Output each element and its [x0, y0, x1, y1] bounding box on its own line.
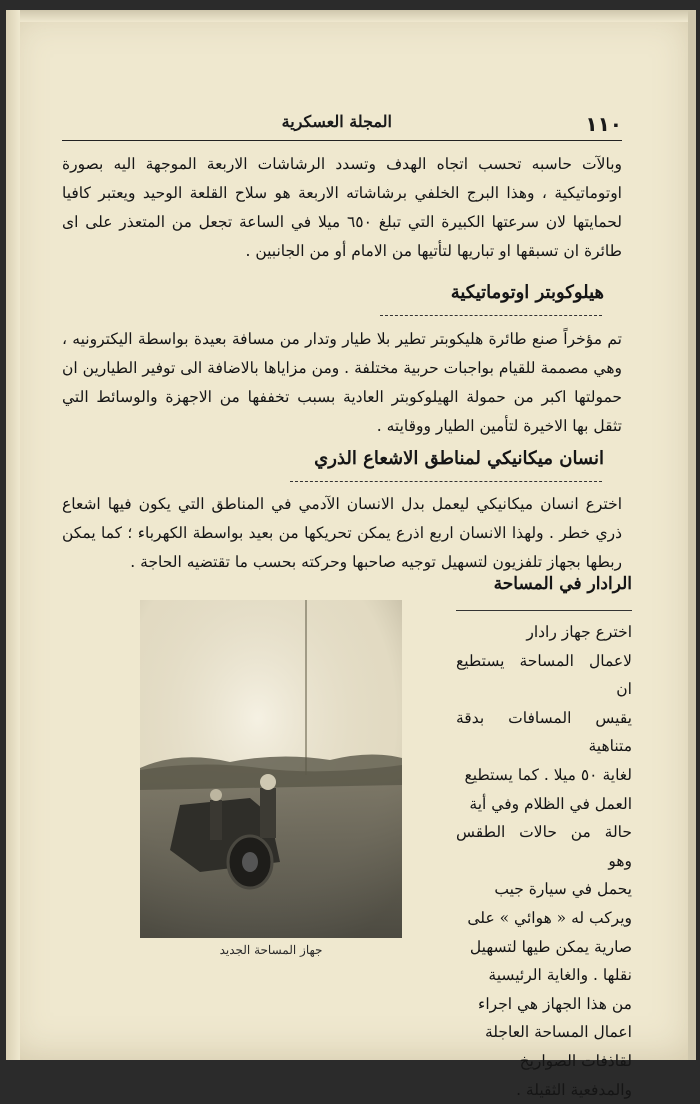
second-figure-head — [210, 789, 222, 801]
section-4-heading-rule — [456, 610, 632, 611]
section-4-line: لغاية ٥٠ ميلا . كما يستطيع — [456, 761, 632, 790]
section-4-line: اعمال المساحة العاجلة — [456, 1018, 632, 1047]
section-2-heading-rule — [380, 315, 602, 316]
section-1-paragraph: وبالآت حاسبه تحسب اتجاه الهدف وتسدد الرشاشات الاربعة الموجهة اليه بصورة اوتوماتيكية ، وهذا البرج الخلفي برشاشاته الاربعة هو سلاح القلعة الوحيد ويعتبر كافيا لحمايتها لان سرعتها الكبيرة التي تبلغ ٦٥٠ ميلا في الساعة تجعل من المتعذر على اى طائرة ان تسبقها او تباريها لتأتيها من الامام أو من الجانبين . — [62, 150, 622, 266]
page-header — [62, 108, 622, 144]
section-4-line: ويركب له « هوائي » على — [456, 904, 632, 933]
section-4-line: نقلها . والغاية الرئيسية — [456, 961, 632, 990]
section-2-paragraph: تم مؤخراً صنع طائرة هليكوبتر تطير بلا طيار وتدار من مسافة بعيدة بواسطة اليكترونيه ، وهي مصممة للقيام بواجبات حربية مختلفة . ومن مزاياها بالاضافة الى توفير الطيارين ان حمولتها اكبر من حمولة الهيلوكوبتر العادية بسبب تخففها من الاجهزة والوسائط التي تثقل بها الاخيرة لتأمين الطيار ووقايته . — [62, 325, 622, 441]
header-rule — [62, 140, 622, 141]
running-title: المجلة العسكرية — [282, 112, 392, 131]
page-top-edge — [6, 10, 696, 22]
section-4-line: اخترع جهاز رادار — [456, 618, 632, 647]
section-4-line: يقيس المسافات بدقة متناهية — [456, 704, 632, 761]
photo-illustration — [140, 600, 402, 938]
operator-head — [260, 774, 276, 790]
radar-jeep-photo — [140, 600, 402, 938]
section-4-line: والمدفعية الثقيلة . — [456, 1076, 632, 1104]
page-right-edge — [688, 10, 696, 1060]
section-4-heading: الرادار في المساحة — [456, 574, 632, 594]
second-figure — [210, 800, 222, 840]
section-4-line: صارية يمكن طيها لتسهيل — [456, 933, 632, 962]
operator-figure — [260, 788, 276, 838]
jeep-hub — [242, 852, 258, 872]
section-4-line: لاعمال المساحة يستطيع ان — [456, 647, 632, 704]
section-3-paragraph: اخترع انسان ميكانيكي ليعمل بدل الانسان الآدمي في المناطق التي يكون فيها اشعاع ذري خطر . ولهذا الانسان اربع اذرع يمكن تحريكها من بعيد بواسطة الكهرباء ؛ كما يمكن ربطها بجهاز تلفزيون لتسهيل توجيه صاحبها وحركته بحسب ما تقتضيه الحاجة . — [62, 490, 622, 577]
page-binding-edge — [6, 10, 20, 1060]
section-4-column — [456, 618, 632, 1104]
section-4-line: لقاذفات الصواريخ — [456, 1047, 632, 1076]
section-4-line: العمل في الظلام وفي أية — [456, 790, 632, 819]
section-3-heading: انسان ميكانيكي لمناطق الاشعاع الذري — [314, 448, 604, 469]
page-number: ١١٠ — [585, 112, 622, 136]
section-4-line: يحمل في سيارة جيب — [456, 875, 632, 904]
section-4-line: من هذا الجهاز هي اجراء — [456, 990, 632, 1019]
section-4-line: حالة من حالات الطقس وهو — [456, 818, 632, 875]
section-3-heading-rule — [290, 481, 602, 482]
photo-caption: جهاز المساحة الجديد — [140, 943, 402, 957]
section-2-heading: هيلوكوبتر اوتوماتيكية — [451, 282, 604, 303]
